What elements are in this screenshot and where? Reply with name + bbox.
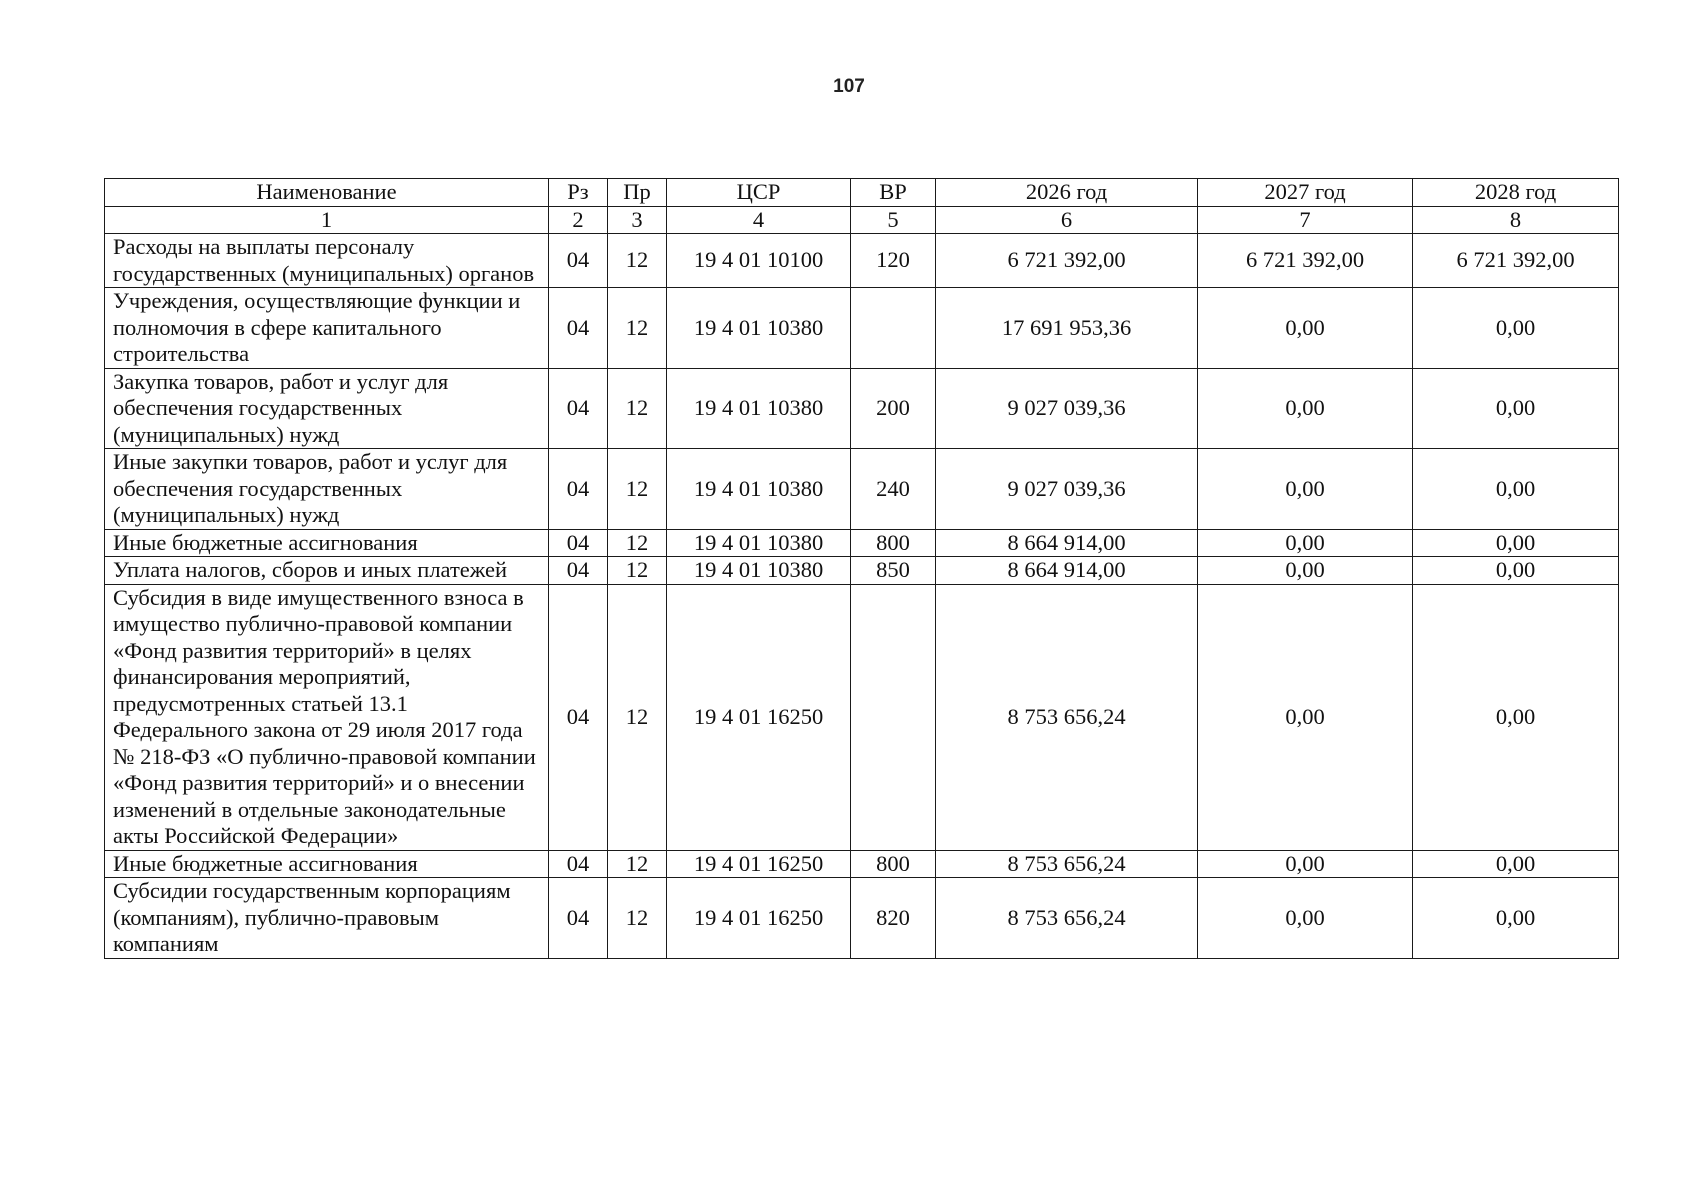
row-vr bbox=[851, 288, 936, 369]
row-2028: 0,00 bbox=[1413, 878, 1619, 959]
row-2028: 0,00 bbox=[1413, 368, 1619, 449]
row-2027: 0,00 bbox=[1198, 449, 1413, 530]
row-csr: 19 4 01 16250 bbox=[667, 878, 851, 959]
row-vr: 200 bbox=[851, 368, 936, 449]
row-2028: 0,00 bbox=[1413, 449, 1619, 530]
row-name: Иные бюджетные ассигнования bbox=[105, 850, 549, 878]
row-vr bbox=[851, 584, 936, 850]
row-2028: 0,00 bbox=[1413, 584, 1619, 850]
row-2027: 0,00 bbox=[1198, 878, 1413, 959]
row-2027: 0,00 bbox=[1198, 368, 1413, 449]
header-csr: ЦСР bbox=[667, 179, 851, 207]
row-vr: 800 bbox=[851, 529, 936, 557]
row-2026: 17 691 953,36 bbox=[936, 288, 1198, 369]
budget-table bbox=[104, 178, 1619, 959]
table-row bbox=[105, 850, 1619, 878]
table-row bbox=[105, 288, 1619, 369]
table-row bbox=[105, 449, 1619, 530]
row-csr: 19 4 01 10380 bbox=[667, 368, 851, 449]
row-vr: 800 bbox=[851, 850, 936, 878]
table-row bbox=[105, 368, 1619, 449]
header-2027: 2027 год bbox=[1198, 179, 1413, 207]
header-rz: Рз bbox=[549, 179, 608, 207]
column-number: 8 bbox=[1413, 206, 1619, 234]
row-name: Уплата налогов, сборов и иных платежей bbox=[105, 557, 549, 585]
row-2026: 8 753 656,24 bbox=[936, 878, 1198, 959]
row-2028: 0,00 bbox=[1413, 557, 1619, 585]
row-csr: 19 4 01 10380 bbox=[667, 449, 851, 530]
row-csr: 19 4 01 10100 bbox=[667, 234, 851, 288]
table-row bbox=[105, 878, 1619, 959]
row-vr: 850 bbox=[851, 557, 936, 585]
column-number: 1 bbox=[105, 206, 549, 234]
row-name: Субсидии государственным корпорациям (компаниям), публично-правовым компаниям bbox=[105, 878, 549, 959]
row-2026: 9 027 039,36 bbox=[936, 368, 1198, 449]
row-rz: 04 bbox=[549, 449, 608, 530]
row-pr: 12 bbox=[608, 584, 667, 850]
row-2027: 0,00 bbox=[1198, 557, 1413, 585]
row-pr: 12 bbox=[608, 557, 667, 585]
row-pr: 12 bbox=[608, 368, 667, 449]
row-vr: 820 bbox=[851, 878, 936, 959]
row-2028: 6 721 392,00 bbox=[1413, 234, 1619, 288]
page-number: 107 bbox=[833, 76, 865, 97]
column-number: 7 bbox=[1198, 206, 1413, 234]
row-rz: 04 bbox=[549, 850, 608, 878]
row-2027: 6 721 392,00 bbox=[1198, 234, 1413, 288]
row-2028: 0,00 bbox=[1413, 288, 1619, 369]
row-name: Иные закупки товаров, работ и услуг для обеспечения государственных (муниципальных) нужд bbox=[105, 449, 549, 530]
row-name: Закупка товаров, работ и услуг для обеспечения государственных (муниципальных) нужд bbox=[105, 368, 549, 449]
row-2027: 0,00 bbox=[1198, 850, 1413, 878]
row-vr: 240 bbox=[851, 449, 936, 530]
row-pr: 12 bbox=[608, 449, 667, 530]
row-name: Учреждения, осуществляющие функции и полномочия в сфере капитального строительства bbox=[105, 288, 549, 369]
header-row bbox=[105, 179, 1619, 207]
column-number-row bbox=[105, 206, 1619, 234]
row-rz: 04 bbox=[549, 557, 608, 585]
row-rz: 04 bbox=[549, 878, 608, 959]
column-number: 2 bbox=[549, 206, 608, 234]
row-pr: 12 bbox=[608, 234, 667, 288]
column-number: 5 bbox=[851, 206, 936, 234]
row-rz: 04 bbox=[549, 368, 608, 449]
row-pr: 12 bbox=[608, 850, 667, 878]
row-2026: 8 664 914,00 bbox=[936, 529, 1198, 557]
row-vr: 120 bbox=[851, 234, 936, 288]
header-pr: Пр bbox=[608, 179, 667, 207]
table-row bbox=[105, 557, 1619, 585]
row-2027: 0,00 bbox=[1198, 584, 1413, 850]
row-2027: 0,00 bbox=[1198, 288, 1413, 369]
row-pr: 12 bbox=[608, 878, 667, 959]
row-pr: 12 bbox=[608, 288, 667, 369]
header-vr: ВР bbox=[851, 179, 936, 207]
row-2026: 8 753 656,24 bbox=[936, 584, 1198, 850]
row-name: Субсидия в виде имущественного взноса в имущество публично-правовой компании «Фонд развития территорий» в целях финансирования мероприятий, предусмотренных статьей 13.1 Федерального закона от 29 июля 2017 года № 218-ФЗ «О публично-правовой компании «Фонд развития территорий» и о внесении изменений в отдельные законодательные акты Российской Федерации» bbox=[105, 584, 549, 850]
header-2028: 2028 год bbox=[1413, 179, 1619, 207]
row-csr: 19 4 01 16250 bbox=[667, 850, 851, 878]
row-name: Расходы на выплаты персоналу государственных (муниципальных) органов bbox=[105, 234, 549, 288]
row-csr: 19 4 01 10380 bbox=[667, 288, 851, 369]
row-2027: 0,00 bbox=[1198, 529, 1413, 557]
row-rz: 04 bbox=[549, 584, 608, 850]
row-2026: 8 753 656,24 bbox=[936, 850, 1198, 878]
row-csr: 19 4 01 16250 bbox=[667, 584, 851, 850]
row-name: Иные бюджетные ассигнования bbox=[105, 529, 549, 557]
row-2028: 0,00 bbox=[1413, 850, 1619, 878]
column-number: 3 bbox=[608, 206, 667, 234]
row-2026: 6 721 392,00 bbox=[936, 234, 1198, 288]
row-2028: 0,00 bbox=[1413, 529, 1619, 557]
row-2026: 8 664 914,00 bbox=[936, 557, 1198, 585]
header-2026: 2026 год bbox=[936, 179, 1198, 207]
table-row bbox=[105, 234, 1619, 288]
column-number: 4 bbox=[667, 206, 851, 234]
column-number: 6 bbox=[936, 206, 1198, 234]
row-csr: 19 4 01 10380 bbox=[667, 529, 851, 557]
row-rz: 04 bbox=[549, 234, 608, 288]
table-row bbox=[105, 584, 1619, 850]
header-name: Наименование bbox=[105, 179, 549, 207]
row-csr: 19 4 01 10380 bbox=[667, 557, 851, 585]
row-2026: 9 027 039,36 bbox=[936, 449, 1198, 530]
row-pr: 12 bbox=[608, 529, 667, 557]
table-row bbox=[105, 529, 1619, 557]
row-rz: 04 bbox=[549, 288, 608, 369]
row-rz: 04 bbox=[549, 529, 608, 557]
